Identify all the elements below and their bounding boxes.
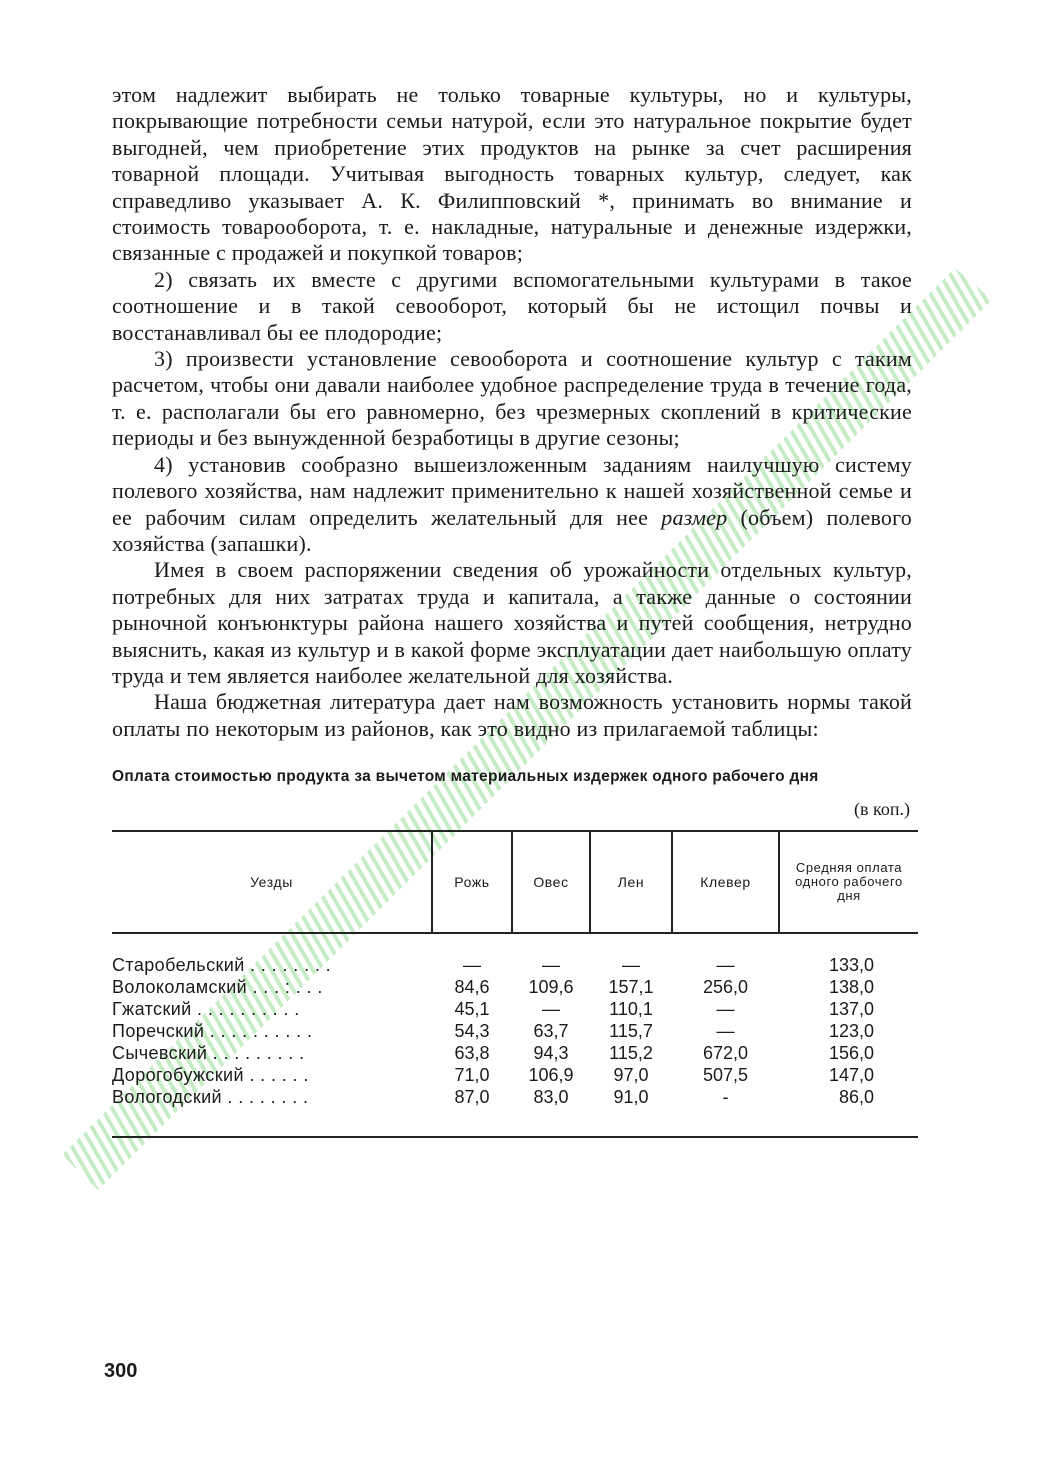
cell-clover: 256,0	[702, 977, 749, 998]
paragraph-item-4	[112, 452, 912, 558]
cell-county: Волоколамский . . . : . . .	[112, 977, 323, 998]
cell-flax: 91,0	[590, 1086, 672, 1137]
cell-flax: —	[622, 955, 640, 976]
cell-rye: 84,6	[454, 977, 490, 998]
cell-county: Старобельский . . . . . . . .	[112, 955, 332, 976]
cell-rye: 54,3	[454, 1021, 490, 1042]
header-county: Уезды	[112, 831, 432, 933]
table-row	[112, 1064, 918, 1086]
table-row	[112, 1042, 918, 1064]
header-average: Средняя оплата одного рабочего дня	[779, 831, 918, 933]
cell-flax: 110,1	[609, 999, 653, 1020]
paragraph-1: этом надлежит выбирать не только товарные культуры, но и культуры, покрывающие потребности семьи натурой, если это натуральное покрытие будет выгодней, чем приобретение этих продуктов на рынке за счет расширения товарной площади. Учитывая выгодность товарных культур, следует, как справедливо указывает А. К. Филипповский *, принимать во внимание и стоимость товарооборота, т. е. накладные, натуральные и денежные издержки, связанные с продажей и покупкой товаров;	[112, 82, 912, 266]
cell-county: Дорогобужский . . . . . .	[112, 1065, 309, 1086]
cell-clover: 672,0	[702, 1043, 749, 1064]
header-flax: Лен	[590, 831, 672, 933]
wage-table	[112, 830, 918, 1138]
cell-clover: —	[716, 999, 735, 1020]
cell-flax: 115,7	[609, 1021, 653, 1042]
cell-clover: —	[716, 955, 735, 976]
paragraph-5: Имея в своем распоряжении сведения об урожайности отдельных культур, потребных для них затратах труда и капитала, а также данные о состоянии рыночной конъюнктуры района нашего хозяйства и путей сообщения, нетрудно выяснить, какая из культур и в какой форме эксплуатации дает наибольшую оплату труда и тем является наиболее желательной для хозяйства.	[112, 557, 912, 688]
cell-flax: 157,1	[608, 977, 654, 998]
cell-average: 123,0	[828, 1021, 874, 1042]
cell-clover: -	[672, 1086, 779, 1137]
header-clover: Клевер	[672, 831, 779, 933]
cell-average: 156,0	[828, 1043, 874, 1064]
cell-oats: 106,9	[528, 1065, 574, 1086]
paragraph-item-3: 3) произвести установление севооборота и соотношение культур с таким расчетом, чтобы они давали наиболее удобное распределение труда в течение года, т. е. располагали бы его равномерно, без чрезмерных скоплений в критические периоды и без вынужденной безработицы в другие сезоны;	[112, 346, 912, 451]
cell-oats: 63,7	[533, 1021, 569, 1042]
header-oats: Овес	[512, 831, 590, 933]
cell-rye: 45,1	[454, 999, 490, 1020]
cell-clover: 507,5	[702, 1065, 749, 1086]
paragraph-item-2: 2) связать их вместе с другими вспомогательными культурами в такое соотношение и в такой севооборот, который бы не истощил почвы и восстанавливал бы ее плодородие;	[112, 266, 912, 345]
header-rye: Рожь	[432, 831, 512, 933]
cell-rye: 63,8	[454, 1043, 490, 1064]
book-page	[112, 82, 912, 1138]
cell-clover: —	[716, 1021, 735, 1042]
table-caption: Оплата стоимостью продукта за вычетом материальных издержек одного рабочего дня	[112, 768, 819, 786]
cell-rye: —	[463, 955, 481, 976]
paragraph-item-4-end: (объем) полевого хозяйства (запашки).	[112, 504, 912, 556]
cell-county: Сычевский . . . . . . . . .	[112, 1043, 305, 1064]
paragraph-6: Наша бюджетная литература дает нам возможность установить нормы такой оплаты по некоторым из районов, как это видно из прилагаемой таблицы:	[112, 689, 912, 741]
cell-rye: 87,0	[432, 1086, 512, 1137]
cell-oats: 83,0	[512, 1086, 590, 1137]
table-units: (в коп.)	[854, 799, 910, 820]
cell-county: Гжатский . . . . . . . . . .	[112, 999, 300, 1020]
emphasized-word: размер	[661, 504, 728, 530]
cell-average: 86,0	[779, 1086, 918, 1137]
cell-county: Поречский . . . . . . . . . .	[112, 1021, 313, 1042]
cell-average: 137,0	[828, 999, 874, 1020]
table-row	[112, 954, 918, 976]
cell-average: 133,0	[828, 955, 874, 976]
cell-rye: 71,0	[454, 1065, 490, 1086]
cell-flax: 97,0	[613, 1065, 649, 1086]
cell-county: Вологодский . . . . . . . .	[112, 1086, 432, 1137]
cell-oats: —	[542, 955, 560, 976]
paragraph-item-4-start: 4) установив сообразно вышеизложенным заданиям наилучшую систему полевого хозяйства, нам надлежит применительно к нашей хозяйственной семье и ее рабочим силам определить желательный для нее	[112, 451, 912, 530]
cell-average: 147,0	[828, 1065, 874, 1086]
table-row	[112, 976, 918, 998]
table-row	[112, 1020, 918, 1042]
cell-oats: 94,3	[533, 1043, 569, 1064]
table-row	[112, 998, 918, 1020]
cell-oats: —	[542, 999, 560, 1020]
cell-flax: 115,2	[609, 1043, 653, 1064]
cell-average: 138,0	[828, 977, 874, 998]
page-number: 300	[104, 1360, 138, 1382]
cell-oats: 109,6	[528, 977, 574, 998]
table-row	[112, 1086, 918, 1137]
table-header-row	[112, 831, 918, 933]
